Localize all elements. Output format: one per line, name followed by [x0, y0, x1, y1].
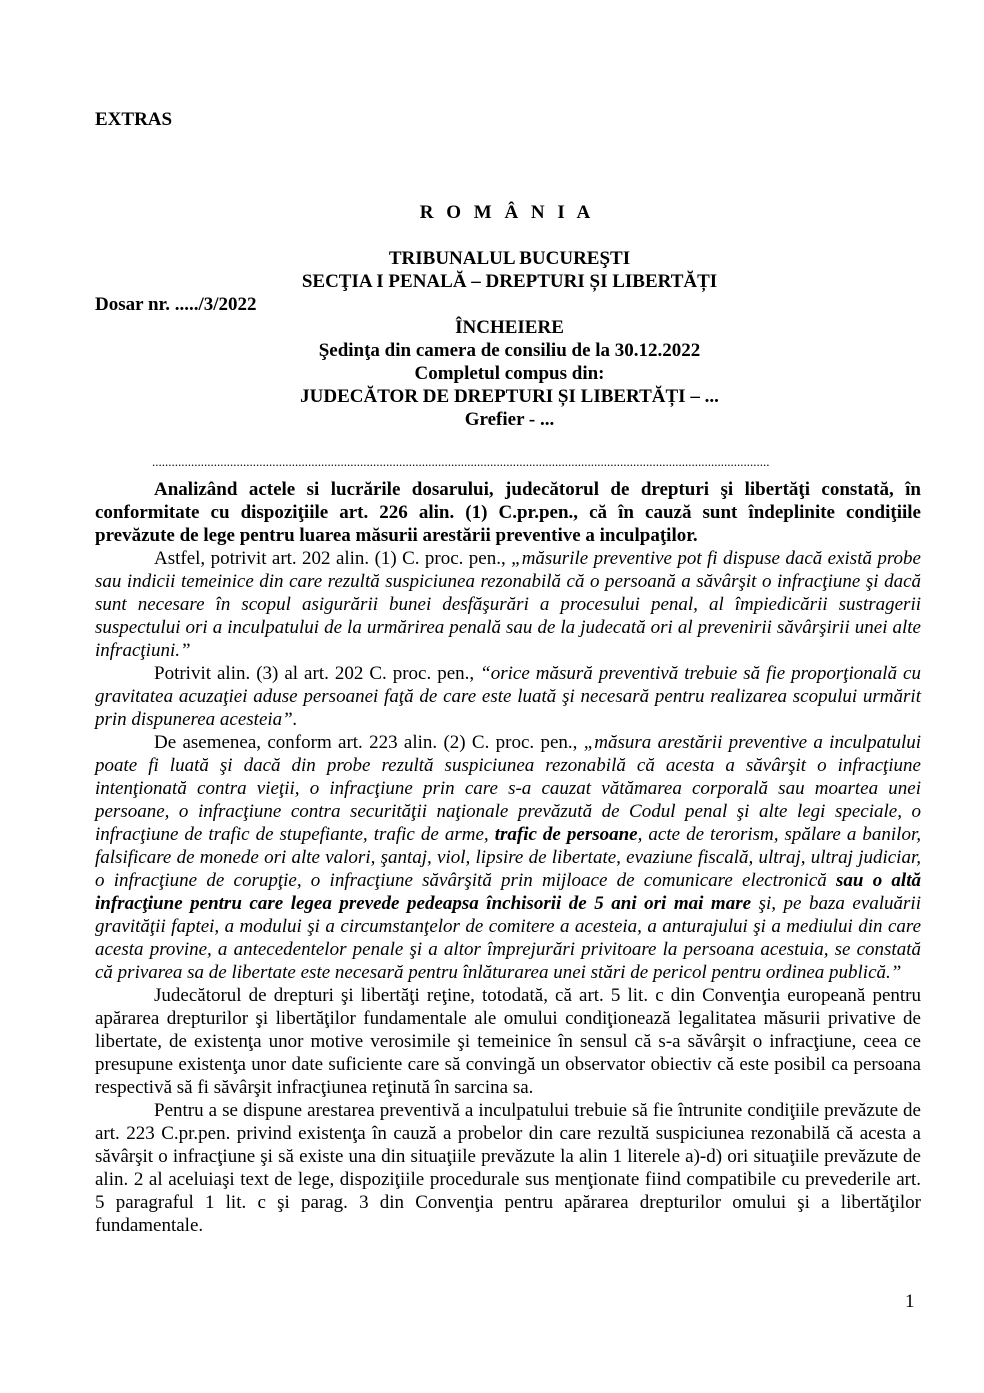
paragraph-5: Judecătorul de drepturi şi libertăţi reţine, totodată, că art. 5 lit. c din Convenţia europeană pentru apărarea drepturilor şi libertăţilor fundamentale ale omului condiţionează legalitatea măsurii privative de libertate, de existenţa unor motive verosimile şi temeinice în sensul că s-a săvârşit o infracţiune, ceea ce presupune existenţa unor date suficiente care să convingă un observator obiectiv că este posibil ca persoana respectivă să fi săvârşit infracţiunea reţinută în sarcina sa. [95, 985, 921, 1098]
case-number: Dosar nr. ...../3/2022 [95, 294, 257, 315]
session-line: Şedinţa din camera de consiliu de la 30.12.2022 [318, 340, 701, 361]
paragraph-4-emphasis-a: trafic de persoane [494, 824, 638, 845]
paragraph-4-emphasis-b: sau o altă infracţiune pentru care legea prevede pedeapsa închisorii de 5 ani ori mai mare [95, 870, 921, 914]
paragraph-4-lead: De asemenea, conform art. 223 alin. (2) C. proc. pen., [154, 732, 584, 753]
paragraph-3-lead: Potrivit alin. (3) al art. 202 C. proc. pen., [154, 663, 481, 684]
panel-line: Completul compus din: [414, 363, 605, 384]
paragraph-3 [95, 662, 921, 731]
document-header [0, 316, 984, 431]
paragraph-2 [95, 547, 921, 662]
paragraph-4 [95, 731, 921, 984]
clerk-line: Grefier - ... [464, 409, 555, 430]
paragraph-3-quote: “orice măsură preventivă trebuie să fie proporţională cu gravitatea acuzaţiei aduse persoanei faţă de care este luată şi necesară pentru realizarea scopului urmărit prin dispunerea acesteia”. [95, 663, 921, 730]
paragraph-4-quote-a: „măsura arestării preventive a inculpatului poate fi luată şi dacă din probe rezultă suspiciunea rezonabilă că acesta a săvârşit o infracţiune intenţionată contra vieţii, o infracţiune prin care s-a cauzat vătămarea corporală sau moartea unei persoane, o infracţiune contra securităţii naţionale prevăzută de Codul penal şi alte legi speciale, o infracţiune de trafic de stupefiante, trafic de arme, [95, 732, 921, 845]
document-title: ÎNCHEIERE [455, 317, 564, 338]
dotted-separator: .............................................................................................................................................................................................. [152, 456, 770, 468]
paragraph-2-quote: „măsurile preventive pot fi dispuse dacă există probe sau indicii temeinice din care rezultă suspiciunea rezonabilă că o persoană a săvârşit o infracţiune şi dacă sunt necesare în scopul asigurării bunei desfăşurări a procesului penal, al împiedicării sustragerii suspectului ori a inculpatului de la urmărirea penală sau de la judecată ori al prevenirii săvârşirii unei alte infracţiuni.” [95, 548, 921, 661]
court-section: SECŢIA I PENALĂ – DREPTURI ȘI LIBERTĂȚI [301, 271, 718, 292]
paragraph-2-lead: Astfel, potrivit art. 202 alin. (1) C. proc. pen., [154, 548, 512, 569]
country-heading: R O M Â N I A [419, 202, 595, 223]
court-name: TRIBUNALUL BUCUREŞTI [388, 248, 631, 269]
paragraph-6: Pentru a se dispune arestarea preventivă a inculpatului trebuie să fie întrunite condiţiile prevăzute de art. 223 C.pr.pen. privind existenţa în cauză a probelor din care rezultă suspiciunea rezonabilă că acesta a săvârşit o infracţiune şi să existe una din situaţiile prevăzute la alin 1 literele a)-d) ori situaţiile prevăzute de alin. 2 al aceluiaşi text de lege, dispoziţiile procedurale sus menţionate fiind compatibile cu prevederile art. 5 paragraful 1 lit. c şi parag. 3 din Convenţia pentru apărarea drepturilor omului şi a libertăţilor fundamentale. [95, 1100, 921, 1236]
document-body [95, 478, 921, 1237]
judge-line: JUDECĂTOR DE DREPTURI ȘI LIBERTĂȚI – ... [300, 386, 719, 407]
extras-label: EXTRAS [95, 109, 173, 130]
paragraph-4-quote-c: şi, pe baza evaluării gravităţii faptei, a modului şi a circumstanţelor de comitere a acesteia, a anturajului şi a mediului din care acesta provine, a antecedentelor penale şi a altor împrejurări privitoare la persoana acestuia, se constată că privarea sa de libertate este necesară pentru înlăturarea unei stări de pericol pentru ordinea publică.” [95, 893, 921, 983]
court-heading [0, 247, 984, 293]
paragraph-1: Analizând actele si lucrările dosarului, judecătorul de drepturi şi libertăţi constată, în conformitate cu dispoziţiile art. 226 alin. (1) C.pr.pen., că în cauză sunt îndeplinite condiţiile prevăzute de lege pentru luarea măsurii arestării preventive a inculpaţilor. [95, 479, 921, 546]
page-number: 1 [905, 1291, 915, 1312]
paragraph-4-quote-b: , acte de terorism, spălare a banilor, falsificare de monede ori alte valori, şantaj, viol, lipsire de libertate, evaziune fiscală, ultraj, ultraj judiciar, o infracţiune de corupţie, o infracţiune săvârşită prin mijloace de comunicare electronică [95, 824, 921, 891]
